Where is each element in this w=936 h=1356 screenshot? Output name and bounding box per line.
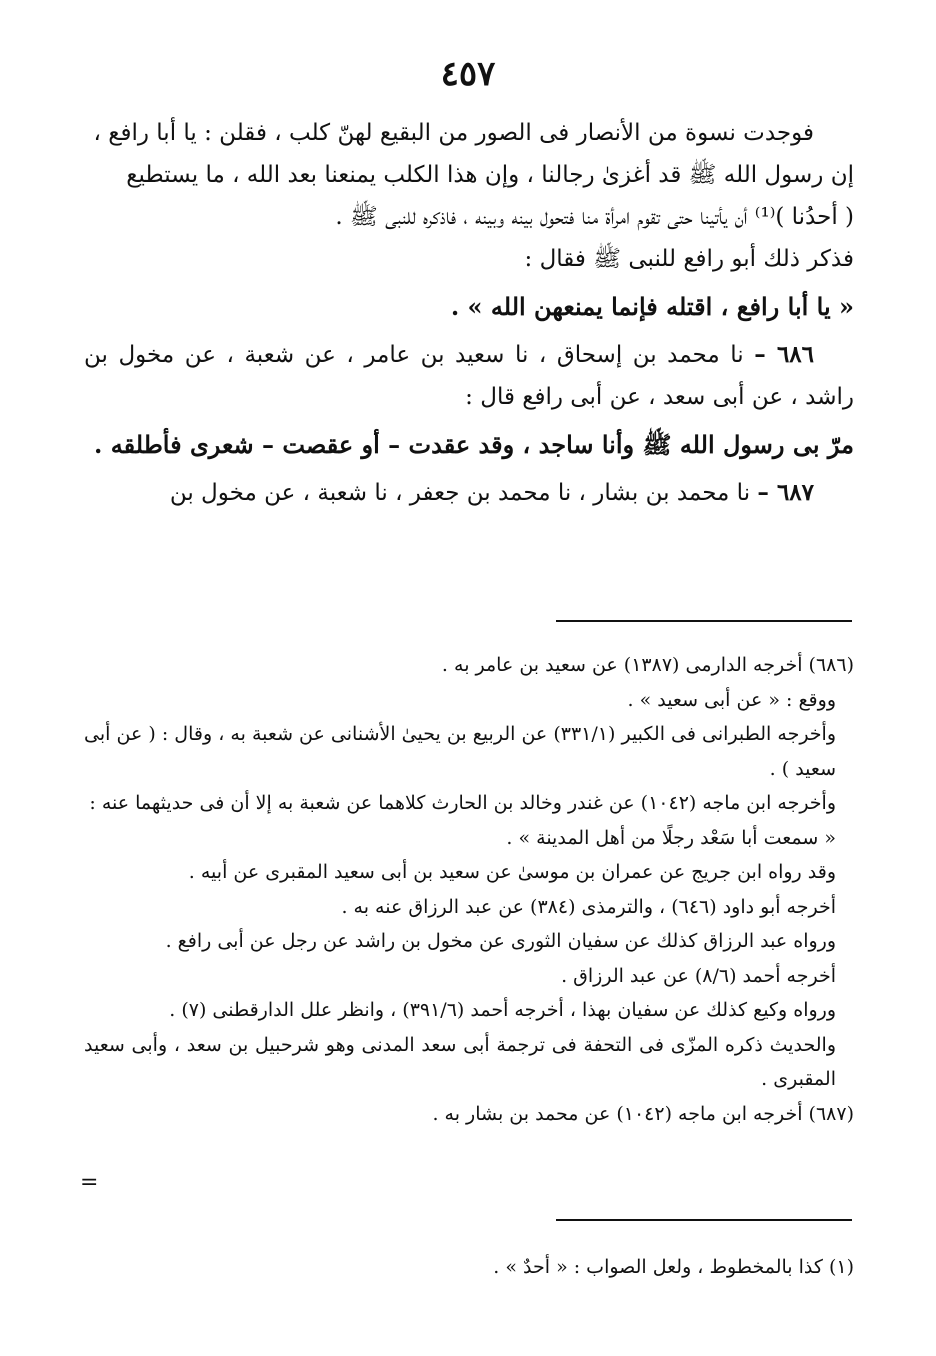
footnote-line: أخرجه أبو داود (٦٤٦) ، والترمذى (٣٨٤) عن عبد الرزاق عنه به . (341, 895, 836, 918)
main-paragraph-line: فوجدت نسوة من الأنصار فى الصور من البقيع لهنّ كلب ، فقلن : يا أبا رافع ، (93, 120, 814, 146)
footnote-line: ووقع : « عن أبى سعيد » . (627, 688, 836, 711)
footnote-line: (٦٨٦) أخرجه الدارمى (١٣٨٧) عن سعيد بن عامر به . (441, 654, 854, 676)
hadith-687 (84, 472, 854, 514)
footnote-line: (٦٨٧) أخرجه ابن ماجه (١٠٤٢) عن محمد بن بشار به . (432, 1102, 854, 1125)
footnotes (84, 648, 854, 1131)
footnote-line: وقد رواه ابن جريج عن عمران بن موسىٰ عن سعيد بن أبى سعيد المقبرى عن أبيه . (188, 861, 836, 883)
main-paragraph-line: ( أحدُنا )⁽¹⁾ أن يأتينا حتى تقوم امرأة منا فتحول بينه وبينه ، فاذكره للنبى ﷺ . (335, 204, 854, 230)
footnote-line: وأخرجه الطبرانى فى الكبير (٣٣١/١) عن الربيع بن يحيىٰ الأشنانى عن شعبة به ، وقال : ( عن أبى سعيد ) . (84, 723, 837, 780)
footnote-line: ورواه عبد الرزاق كذلك عن سفيان الثورى عن مخول بن راشد عن رجل عن أبى رافع . (165, 930, 836, 952)
continuation-mark: = (80, 1170, 99, 1195)
main-paragraph-line: فذكر ذلك أبو رافع للنبى ﷺ فقال : (524, 246, 854, 272)
main-paragraph-line: إن رسول الله ﷺ قد أغزىٰ رجالنا ، وإن هذا الكلب يمنعنا بعد الله ، ما يستطيع (126, 162, 854, 188)
footnote-divider (556, 620, 852, 622)
hadith-quote: « يا أبا رافع ، اقتله فإنما يمنعهن الله » . (450, 292, 854, 321)
main-text (84, 112, 854, 514)
hadith-686 (84, 334, 854, 418)
hadith-chain: نا محمد بن إسحاق ، نا سعيد بن عامر ، عن شعبة ، عن مخول بن راشد ، عن أبى سعد ، عن أبى رافع قال : (84, 342, 854, 410)
hadith-number: ٦٨٧ – (757, 479, 814, 506)
endnote-divider (556, 1219, 852, 1221)
footnote-line: ورواه وكيع كذلك عن سفيان بهذا ، أخرجه أحمد (٣٩١/٦) ، وانظر علل الدارقطنى (٧) . (169, 999, 836, 1021)
hadith-chain: نا محمد بن بشار ، نا محمد بن جعفر ، نا شعبة ، عن مخول بن (169, 480, 751, 506)
page-number: ٤٥٧ (440, 54, 496, 94)
footnote-line: والحديث ذكره المزّى فى التحفة فى ترجمة أبى سعد المدنى وهو شرحبيل بن سعد ، وأبى سعيد المقبرى . (84, 1033, 836, 1090)
endnote (84, 1250, 854, 1284)
footnote-line: أخرجه أحمد (٨/٦) عن عبد الرزاق . (561, 964, 836, 987)
footnote-line: « سمعت أبا سَعْد رجلًا من أهل المدينة » . (506, 826, 836, 849)
footnote-line: وأخرجه ابن ماجه (١٠٤٢) عن غندر وخالد بن الحارث كلاهما عن شعبة به إلا أن فى حديثهما عنه : (89, 792, 836, 814)
hadith-number: ٦٨٦ – (754, 341, 814, 368)
endnote-line: (١) كذا بالمخطوط ، ولعل الصواب : « أحدٌ » . (493, 1256, 854, 1278)
hadith-quote: مرّ بى رسول الله ﷺ وأنا ساجد ، وقد عقدت – أو عقصت – شعرى فأطلقه . (94, 430, 854, 459)
